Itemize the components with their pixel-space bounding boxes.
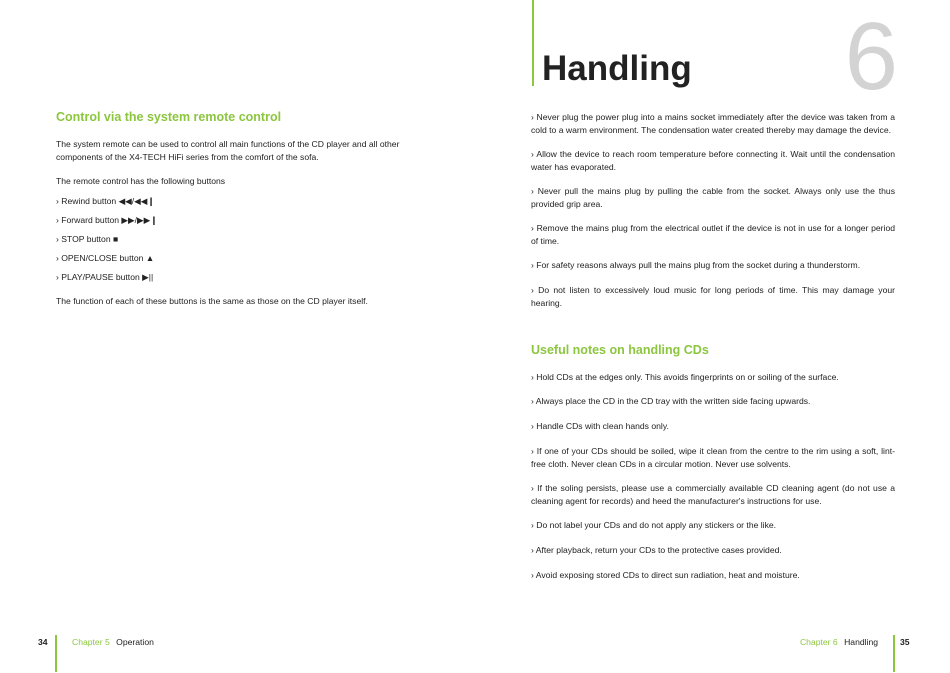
footer-accent-rule-left [55, 635, 57, 672]
cd-item [531, 395, 895, 408]
cd-item-text: › Handle CDs with clean hands only. [531, 421, 669, 431]
handling-item [531, 111, 895, 137]
handling-item [531, 284, 895, 310]
cd-item [531, 482, 895, 508]
cd-item [531, 371, 895, 384]
button-item-play-pause: › PLAY/PAUSE button ▶|| [56, 272, 154, 282]
button-item-stop: › STOP button ■ [56, 234, 119, 244]
cd-item [531, 519, 895, 532]
left-page-number: 34 [38, 637, 48, 647]
right-page-number: 35 [900, 637, 910, 647]
button-item-forward: › Forward button ▶▶/▶▶❙ [56, 215, 158, 225]
chapter-accent-rule [532, 0, 534, 86]
button-item-rewind: › Rewind button ◀◀/◀◀❙ [56, 196, 155, 206]
cd-item-text: › Avoid exposing stored CDs to direct sun radiation, heat and moisture. [531, 570, 800, 580]
handling-item [531, 259, 895, 272]
footer-accent-rule-right [893, 635, 895, 672]
cd-item-text: › If one of your CDs should be soiled, wipe it clean from the centre to the rim using a soft, lint-free cloth. Never clean CDs in a circular motion. Never use solvents. [531, 446, 895, 469]
handling-item [531, 148, 895, 174]
button-item-open-close: › OPEN/CLOSE button ▲ [56, 253, 155, 263]
handling-item-text: › Never pull the mains plug by pulling the cable from the socket. Always only use the thus provided grip area. [531, 186, 895, 209]
chapter-title: Handling [542, 49, 692, 88]
function-note: The function of each of these buttons is the same as those on the CD player itself. [56, 296, 368, 306]
cd-item [531, 445, 895, 471]
handling-item [531, 185, 895, 211]
cd-item-text: › Hold CDs at the edges only. This avoids fingerprints on or soiling of the surface. [531, 372, 839, 382]
handling-item [531, 222, 895, 248]
right-chapter-name: Handling [844, 637, 878, 647]
cd-item-text: › Do not label your CDs and do not apply any stickers or the like. [531, 520, 777, 530]
cd-item [531, 544, 895, 557]
handling-item-text: › Remove the mains plug from the electrical outlet if the device is not in use for a longer period of time. [531, 223, 895, 246]
handling-item-text: › Never plug the power plug into a mains socket immediately after the device was taken from a cold to a warm environment. The condensation water created thereby may damage the device. [531, 112, 895, 135]
cd-item-text: › After playback, return your CDs to the protective cases provided. [531, 545, 782, 555]
cd-item [531, 420, 895, 433]
cd-item [531, 569, 895, 582]
left-chapter-label: Chapter 5 [72, 637, 110, 647]
right-footer-chapter [800, 636, 878, 648]
remote-buttons-heading: The remote control has the following buttons [56, 176, 226, 186]
left-footer-chapter [72, 636, 154, 648]
cd-item-text: › If the soling persists, please use a commercially available CD cleaning agent (do not use a cleaning agent for records) and heed the manufacturer's instructions for use. [531, 483, 895, 506]
handling-item-text: › For safety reasons always pull the mains plug from the socket during a thunderstorm. [531, 260, 861, 270]
handling-item-text: › Do not listen to excessively loud music for long periods of time. This may damage your hearing. [531, 285, 895, 308]
right-chapter-label: Chapter 6 [799, 637, 838, 647]
section-title-remote-control: Control via the system remote control [56, 110, 282, 124]
section-title-cd-notes: Useful notes on handling CDs [531, 343, 709, 357]
left-chapter-name: Operation [116, 637, 154, 647]
chapter-number: 6 [844, 3, 898, 110]
handling-item-text: › Allow the device to reach room temperature before connecting it. Wait until the condensation water has evaporated. [531, 149, 895, 172]
remote-intro-paragraph: The system remote can be used to control all main functions of the CD player and all other components of the X4-TECH HiFi series from the comfort of the sofa. [56, 139, 400, 162]
cd-item-text: › Always place the CD in the CD tray with the written side facing upwards. [531, 396, 811, 406]
